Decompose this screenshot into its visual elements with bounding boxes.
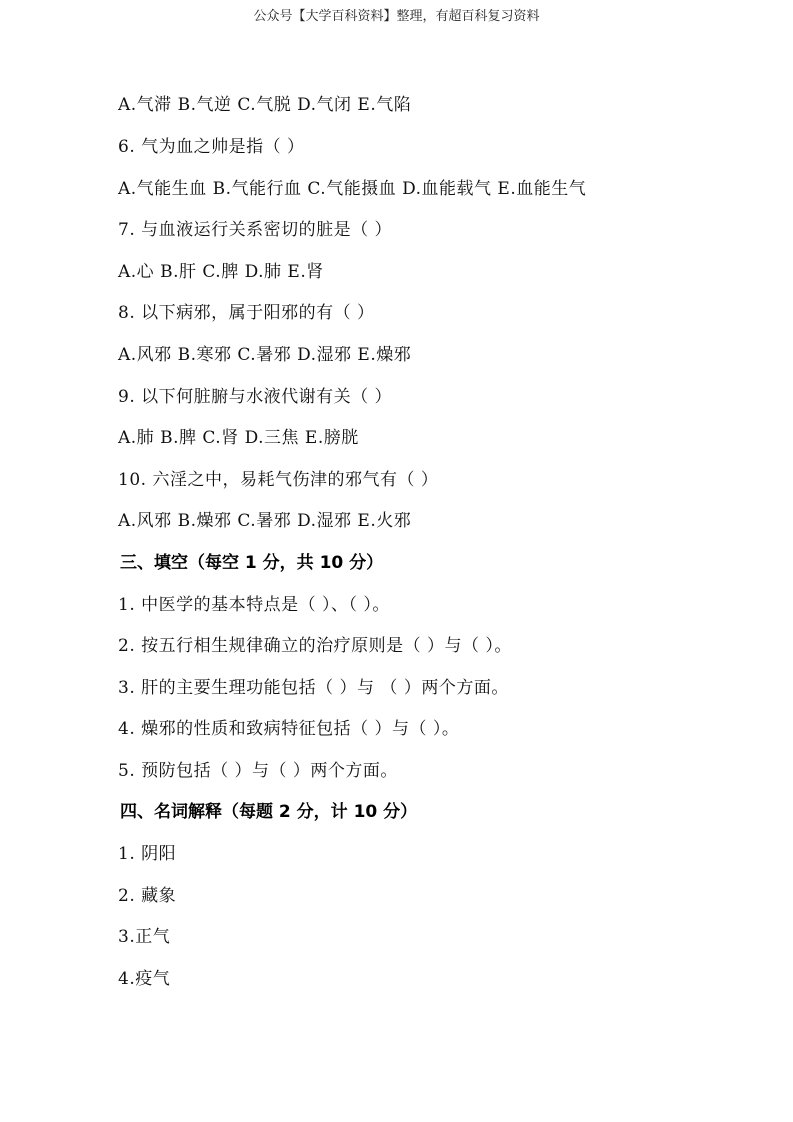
section3-heading: 三、填空（每空 1 分，共 10 分） xyxy=(120,553,384,573)
fill-q4: 4. 燥邪的性质和致病特征包括（ ）与（ ）。 xyxy=(118,719,460,739)
page-header: 公众号【大学百科资料】整理，有超百科复习资料 xyxy=(253,9,540,24)
fill-q5: 5. 预防包括（ ）与（ ）两个方面。 xyxy=(118,761,398,781)
q9-options: A.肺 B.脾 C.肾 D.三焦 E.膀胱 xyxy=(118,428,359,448)
term-q1: 1. 阴阳 xyxy=(118,844,177,864)
term-q2: 2. 藏象 xyxy=(118,886,177,906)
q6-stem: 6. 气为血之帅是指（ ） xyxy=(118,137,305,157)
fill-q3: 3. 肝的主要生理功能包括（ ）与 （ ）两个方面。 xyxy=(118,678,509,698)
q9-stem: 9. 以下何脏腑与水液代谢有关（ ） xyxy=(118,387,393,407)
q7-options: A.心 B.肝 C.脾 D.肺 E.肾 xyxy=(118,262,324,282)
fill-q2: 2. 按五行相生规律确立的治疗原则是（ ）与（ ）。 xyxy=(118,636,512,656)
q5-options: A.气滞 B.气逆 C.气脱 D.气闭 E.气陷 xyxy=(118,95,412,115)
q10-stem: 10. 六淫之中，易耗气伤津的邪气有（ ） xyxy=(118,470,439,490)
q6-options: A.气能生血 B.气能行血 C.气能摄血 D.血能载气 E.血能生气 xyxy=(118,179,587,199)
section4-heading: 四、名词解释（每题 2 分，计 10 分） xyxy=(120,802,418,822)
q8-options: A.风邪 B.寒邪 C.暑邪 D.湿邪 E.燥邪 xyxy=(118,345,412,365)
term-q4: 4.疫气 xyxy=(118,969,171,989)
q10-options: A.风邪 B.燥邪 C.暑邪 D.湿邪 E.火邪 xyxy=(118,511,412,531)
q7-stem: 7. 与血液运行关系密切的脏是（ ） xyxy=(118,220,393,240)
term-q3: 3.正气 xyxy=(118,927,171,947)
q8-stem: 8. 以下病邪，属于阳邪的有（ ） xyxy=(118,303,375,323)
fill-q1: 1. 中医学的基本特点是（ ）、（ ）。 xyxy=(118,595,390,615)
